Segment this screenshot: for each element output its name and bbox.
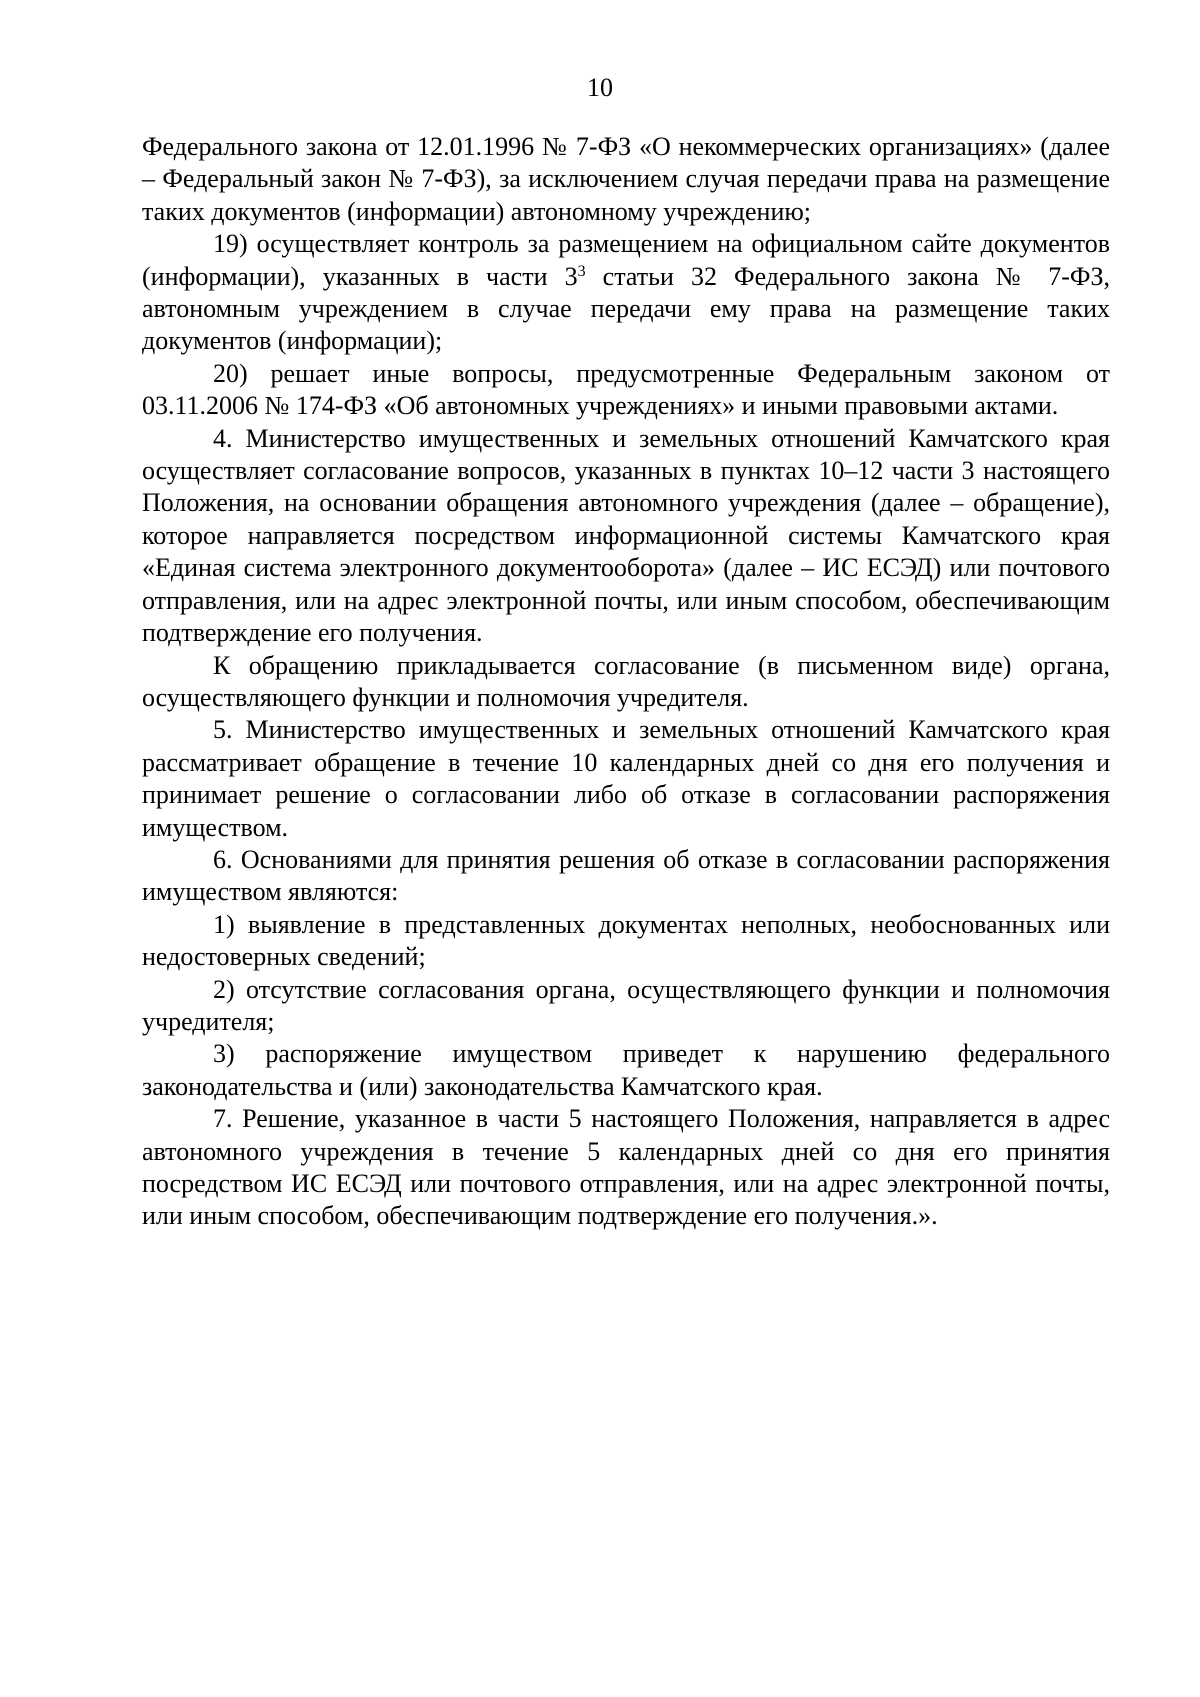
paragraph-attachment: К обращению прикладывается согласование (в письменном виде) органа, осуществляющего функции и полномочия учредителя. bbox=[142, 650, 1110, 712]
paragraph-refusal-reason-2: 2) отсутствие согласования органа, осуществляющего функции и полномочия учредителя; bbox=[142, 974, 1110, 1036]
paragraph-section-7: 7. Решение, указанное в части 5 настоящего Положения, направляется в адрес автономного учреждения в течение 5 календарных дней со дня его принятия посредством ИС ЕСЭД или почтового отправления, или на адрес электронной почты, или иным способом, обеспечивающим подтверждение его получения.». bbox=[142, 1104, 1110, 1231]
document-body bbox=[142, 131, 1110, 1233]
paragraph-section-6: 6. Основаниями для принятия решения об отказе в согласовании распоряжения имуществом являются: bbox=[142, 844, 1110, 907]
paragraph-item-19 bbox=[142, 228, 1110, 358]
paragraph-refusal-reason-1: 1) выявление в представленных документах неполных, необоснованных или недостоверных сведений; bbox=[142, 909, 1110, 972]
page-number: 10 bbox=[587, 73, 613, 102]
paragraph-refusal-reason-3: 3) распоряжение имуществом приведет к нарушению федерального законодательства и (или) законодательства Камчатского края. bbox=[142, 1039, 1110, 1101]
paragraph-item-20: 20) решает иные вопросы, предусмотренные Федеральным законом от 03.11.2006 № 174-ФЗ «Об автономных учреждениях» и иными правовыми актами. bbox=[142, 358, 1110, 421]
superscript-3: 3 bbox=[577, 262, 586, 280]
paragraph-item-19-text-start: 19) осуществляет контроль за размещением на официальном сайте документов (информации), указанных в части 3 bbox=[142, 229, 1110, 291]
paragraph-continuation: Федерального закона от 12.01.1996 № 7-ФЗ «О некоммерческих организациях» (далее – Федеральный закон № 7-ФЗ), за исключением случая передачи права на размещение таких документов (информации) автономному учреждению; bbox=[142, 132, 1110, 226]
paragraph-section-5: 5. Министерство имущественных и земельных отношений Камчатского края рассматривает обращение в течение 10 календарных дней со дня его получения и принимает решение о согласовании либо об отказе в согласовании распоряжения имуществом. bbox=[142, 715, 1110, 842]
paragraph-section-4: 4. Министерство имущественных и земельных отношений Камчатского края осуществляет согласование вопросов, указанных в пунктах 10–12 части 3 настоящего Положения, на основании обращения автономного учреждения (далее – обращение), которое направляется посредством информационной системы Камчатского края «Единая система электронного документооборота» (далее – ИС ЕСЭД) или почтового отправления, или на адрес электронной почты, или иным способом, обеспечивающим подтверждение его получения. bbox=[142, 423, 1110, 648]
paragraph-item-19-text-end: статьи 32 Федерального закона № 7-ФЗ, автономным учреждением в случае передачи ему права на размещение таких документов (информации); bbox=[142, 261, 1111, 356]
